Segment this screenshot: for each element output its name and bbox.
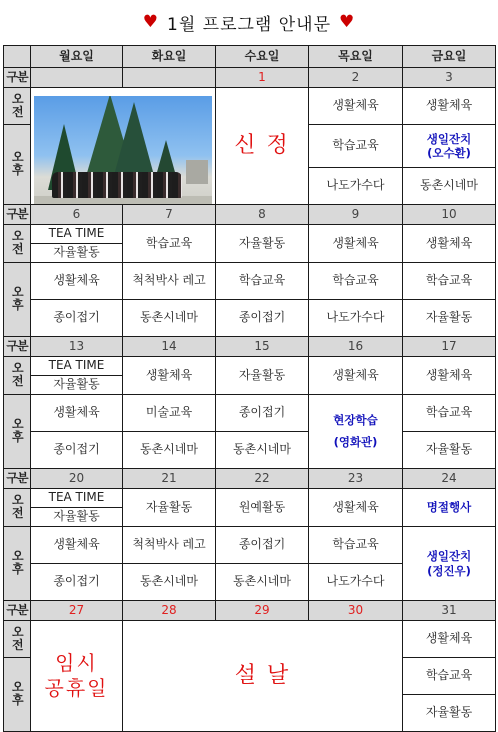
activity-cell: 동촌시네마	[123, 432, 216, 469]
header-thu: 목요일	[309, 46, 403, 68]
am-label: 오전	[4, 357, 31, 395]
date-cell: 29	[216, 601, 309, 621]
special-event-cell: 생일잔치 (정진우)	[403, 527, 496, 601]
date-row	[4, 68, 496, 88]
gubun-label: 구분	[4, 469, 31, 489]
activity-cell: 미술교육	[123, 395, 216, 432]
activity-cell: 나도가수다	[309, 564, 403, 601]
activity-cell: 종이접기	[31, 300, 123, 337]
header-row	[4, 46, 496, 68]
activity-cell: 자율활동	[123, 489, 216, 527]
gubun-label: 구분	[4, 68, 31, 88]
group-photo	[34, 96, 212, 204]
date-cell: 27	[31, 601, 123, 621]
holiday-cell: 설 날	[123, 621, 403, 732]
pm-label: 오후	[4, 395, 31, 469]
am-label: 오전	[4, 489, 31, 527]
date-cell: 13	[31, 337, 123, 357]
holiday-cell: 신 정	[216, 88, 309, 205]
activity-cell: 종이접기	[216, 300, 309, 337]
date-cell: 14	[123, 337, 216, 357]
activity-cell: 생활체육	[31, 395, 123, 432]
date-cell: 28	[123, 601, 216, 621]
header-tue: 화요일	[123, 46, 216, 68]
date-cell: 9	[309, 205, 403, 225]
activity-cell: 생활체육	[403, 357, 496, 395]
activity-cell: 자율활동	[216, 357, 309, 395]
activity-cell: 학습교육	[309, 125, 403, 168]
activity-cell: 학습교육	[309, 527, 403, 564]
date-cell: 20	[31, 469, 123, 489]
special-event-cell: 명절행사	[403, 489, 496, 527]
am-label: 오전	[4, 621, 31, 658]
date-row	[4, 337, 496, 357]
date-cell: 15	[216, 337, 309, 357]
activity-cell: 척척박사 레고	[123, 263, 216, 300]
activity-cell: 자율활동	[403, 300, 496, 337]
date-cell: 21	[123, 469, 216, 489]
activity-cell: 생활체육	[309, 225, 403, 263]
pm-label: 오후	[4, 658, 31, 732]
activity-cell: 자율활동	[403, 695, 496, 732]
date-row	[4, 205, 496, 225]
heart-icon: ♥	[142, 12, 159, 32]
activity-cell: 생활체육	[403, 88, 496, 125]
date-row	[4, 469, 496, 489]
date-cell: 10	[403, 205, 496, 225]
holiday-cell: 임시 공휴일	[31, 621, 123, 732]
header-mon: 월요일	[31, 46, 123, 68]
activity-cell: 자율활동	[403, 432, 496, 469]
activity-cell: 생활체육	[123, 357, 216, 395]
activity-cell: 원예활동	[216, 489, 309, 527]
pm-label: 오후	[4, 263, 31, 337]
activity-cell: 동촌시네마	[216, 432, 309, 469]
gubun-label: 구분	[4, 601, 31, 621]
activity-cell: 종이접기	[216, 527, 309, 564]
header-corner	[4, 46, 31, 68]
activity-cell: 생활체육	[31, 263, 123, 300]
photo-cell	[31, 88, 216, 205]
activity-cell: 생활체육	[309, 357, 403, 395]
am-label: 오전	[4, 88, 31, 125]
date-cell: 7	[123, 205, 216, 225]
activity-cell: 학습교육	[123, 225, 216, 263]
gubun-label: 구분	[4, 337, 31, 357]
date-cell: 8	[216, 205, 309, 225]
activity-cell: 생활체육	[309, 88, 403, 125]
date-cell: 23	[309, 469, 403, 489]
gubun-label: 구분	[4, 205, 31, 225]
pm-label: 오후	[4, 527, 31, 601]
activity-cell: 학습교육	[309, 263, 403, 300]
heart-icon: ♥	[339, 12, 356, 32]
date-cell: 17	[403, 337, 496, 357]
activity-cell: 생활체육	[403, 621, 496, 658]
activity-cell: 종이접기	[216, 395, 309, 432]
date-cell	[31, 68, 123, 88]
activity-cell: 자율활동	[216, 225, 309, 263]
activity-cell: 나도가수다	[309, 300, 403, 337]
date-cell: 2	[309, 68, 403, 88]
special-event-cell: 생일잔치 (오수환)	[403, 125, 496, 168]
activity-cell: 학습교육	[403, 658, 496, 695]
activity-cell: 동촌시네마	[123, 564, 216, 601]
activity-cell: TEA TIME 자율활동	[31, 225, 123, 263]
activity-cell: 생활체육	[31, 527, 123, 564]
schedule-table	[3, 45, 496, 732]
page-title	[0, 0, 498, 44]
field-trip-cell: 현장학습 (영화관)	[309, 395, 403, 469]
activity-cell: TEA TIME 자율활동	[31, 357, 123, 395]
header-fri: 금요일	[403, 46, 496, 68]
date-cell: 6	[31, 205, 123, 225]
activity-cell: 생활체육	[309, 489, 403, 527]
date-cell: 31	[403, 601, 496, 621]
date-cell: 3	[403, 68, 496, 88]
date-cell: 24	[403, 469, 496, 489]
activity-cell: 학습교육	[403, 263, 496, 300]
am-label: 오전	[4, 225, 31, 263]
title-text: 1월 프로그램 안내문	[167, 14, 331, 35]
activity-cell: 나도가수다	[309, 168, 403, 205]
date-cell: 30	[309, 601, 403, 621]
date-row	[4, 601, 496, 621]
activity-cell: TEA TIME 자율활동	[31, 489, 123, 527]
date-cell: 22	[216, 469, 309, 489]
date-cell: 1	[216, 68, 309, 88]
activity-cell: 동촌시네마	[403, 168, 496, 205]
activity-cell: 생활체육	[403, 225, 496, 263]
activity-cell: 동촌시네마	[123, 300, 216, 337]
activity-cell: 종이접기	[31, 564, 123, 601]
header-wed: 수요일	[216, 46, 309, 68]
date-cell: 16	[309, 337, 403, 357]
activity-cell: 척척박사 레고	[123, 527, 216, 564]
pm-label: 오후	[4, 125, 31, 205]
activity-cell: 종이접기	[31, 432, 123, 469]
activity-cell: 동촌시네마	[216, 564, 309, 601]
activity-cell: 학습교육	[403, 395, 496, 432]
activity-cell: 학습교육	[216, 263, 309, 300]
date-cell	[123, 68, 216, 88]
